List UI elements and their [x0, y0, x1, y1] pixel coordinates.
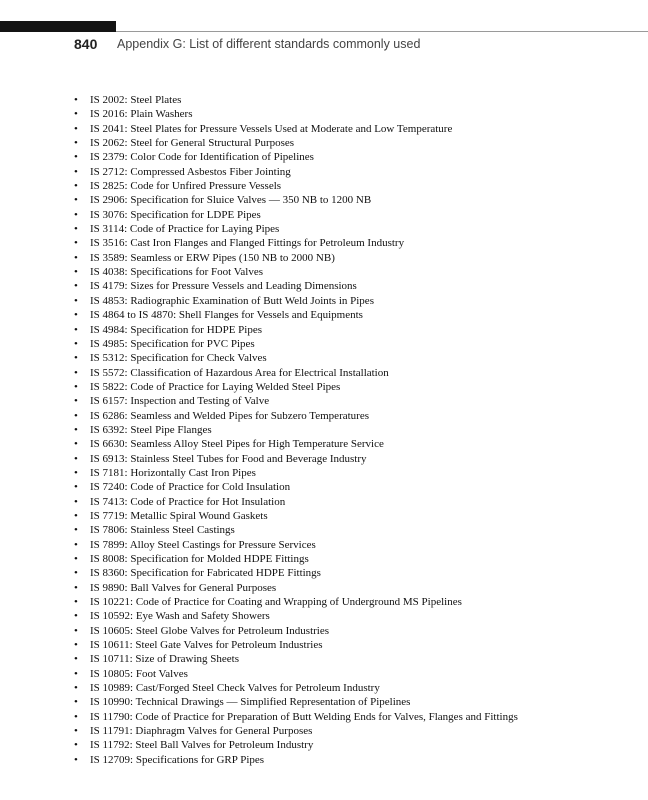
bullet-icon: • — [74, 696, 78, 709]
bullet-icon: • — [74, 753, 78, 766]
list-item — [74, 308, 518, 322]
list-item — [74, 652, 518, 666]
list-item — [74, 366, 518, 380]
list-item-text: IS 3589: Seamless or ERW Pipes (150 NB to 2000 NB) — [90, 251, 335, 264]
list-item — [74, 409, 518, 423]
list-item — [74, 279, 518, 293]
bullet-icon: • — [74, 94, 78, 106]
list-item — [74, 724, 518, 738]
list-item — [74, 150, 518, 164]
list-item — [74, 323, 518, 337]
bullet-icon: • — [74, 653, 78, 666]
list-item — [74, 738, 518, 752]
list-item — [74, 609, 518, 623]
bullet-icon: • — [74, 682, 78, 695]
header-black-bar — [0, 21, 116, 32]
list-item-text: IS 7240: Code of Practice for Cold Insulation — [90, 481, 291, 494]
bullet-icon: • — [74, 251, 78, 264]
list-item-text: IS 2712: Compressed Asbestos Fiber Jointing — [90, 165, 291, 178]
bullet-icon: • — [74, 280, 78, 293]
bullet-icon: • — [74, 423, 78, 436]
list-item-text: IS 5822: Code of Practice for Laying Welded Steel Pipes — [90, 380, 341, 393]
list-item-text: IS 6913: Stainless Steel Tubes for Food and Beverage Industry — [90, 452, 367, 465]
list-item — [74, 423, 518, 437]
list-item-text: IS 10605: Steel Globe Valves for Petroleum Industries — [90, 624, 330, 637]
list-item-text: IS 10711: Size of Drawing Sheets — [90, 653, 239, 666]
bullet-icon: • — [74, 524, 78, 537]
list-item — [74, 681, 518, 695]
bullet-icon: • — [74, 237, 78, 250]
list-item — [74, 107, 518, 121]
list-item — [74, 380, 518, 394]
list-item-text: IS 4179: Sizes for Pressure Vessels and Leading Dimensions — [90, 280, 357, 293]
bullet-icon: • — [74, 208, 78, 221]
list-item-text: IS 5572: Classification of Hazardous Area for Electrical Installation — [90, 366, 389, 379]
list-item-text: IS 2062: Steel for General Structural Purposes — [90, 137, 295, 150]
list-item — [74, 667, 518, 681]
running-title: Appendix G: List of different standards commonly used — [117, 37, 421, 51]
list-item — [74, 265, 518, 279]
list-item-text: IS 10989: Cast/Forged Steel Check Valves for Petroleum Industry — [90, 682, 380, 695]
list-item — [74, 251, 518, 265]
bullet-icon: • — [74, 567, 78, 580]
bullet-icon: • — [74, 337, 78, 350]
bullet-icon: • — [74, 639, 78, 652]
list-item-text: IS 6630: Seamless Alloy Steel Pipes for High Temperature Service — [90, 438, 384, 451]
bullet-icon: • — [74, 725, 78, 738]
bullet-icon: • — [74, 323, 78, 336]
list-item — [74, 753, 518, 767]
list-item — [74, 337, 518, 351]
bullet-icon: • — [74, 452, 78, 465]
list-item-text: IS 6157: Inspection and Testing of Valve — [90, 395, 270, 408]
list-item-text: IS 11791: Diaphragm Valves for General Purposes — [90, 725, 313, 738]
list-item — [74, 179, 518, 193]
bullet-icon: • — [74, 395, 78, 408]
bullet-icon: • — [74, 509, 78, 522]
list-item — [74, 193, 518, 207]
list-item-text: IS 10611: Steel Gate Valves for Petroleum Industries — [90, 639, 323, 652]
header-rule — [116, 31, 648, 32]
bullet-icon: • — [74, 352, 78, 365]
list-item-text: IS 2825: Code for Unfired Pressure Vessels — [90, 180, 282, 193]
bullet-icon: • — [74, 165, 78, 178]
list-item-text: IS 12709: Specifications for GRP Pipes — [90, 753, 265, 766]
list-item — [74, 538, 518, 552]
list-item — [74, 495, 518, 509]
list-item-text: IS 4985: Specification for PVC Pipes — [90, 337, 255, 350]
list-item-text: IS 2041: Steel Plates for Pressure Vessels Used at Moderate and Low Temperature — [90, 122, 453, 135]
bullet-icon: • — [74, 180, 78, 193]
bullet-icon: • — [74, 553, 78, 565]
bullet-icon: • — [74, 596, 78, 609]
list-item — [74, 624, 518, 638]
list-item-text: IS 7413: Code of Practice for Hot Insulation — [90, 495, 286, 508]
bullet-icon: • — [74, 495, 78, 508]
bullet-icon: • — [74, 151, 78, 164]
list-item-text: IS 2016: Plain Washers — [90, 108, 193, 121]
list-item-text: IS 7899: Alloy Steel Castings for Pressure Services — [90, 538, 316, 551]
bullet-icon: • — [74, 194, 78, 207]
bullet-icon: • — [74, 624, 78, 637]
list-item — [74, 452, 518, 466]
list-item — [74, 638, 518, 652]
bullet-icon: • — [74, 366, 78, 379]
list-item — [74, 165, 518, 179]
list-item-text: IS 7806: Stainless Steel Castings — [90, 524, 235, 537]
standards-list — [74, 93, 518, 767]
bullet-icon: • — [74, 122, 78, 135]
list-item — [74, 581, 518, 595]
list-item — [74, 480, 518, 494]
bullet-icon: • — [74, 610, 78, 623]
list-item — [74, 351, 518, 365]
list-item — [74, 294, 518, 308]
list-item-text: IS 2906: Specification for Sluice Valves — 350 NB to 1200 NB — [90, 194, 372, 207]
list-item — [74, 523, 518, 537]
bullet-icon: • — [74, 581, 78, 594]
list-item — [74, 394, 518, 408]
list-item-text: IS 11790: Code of Practice for Preparation of Butt Welding Ends for Valves, Flanges and Fittings — [90, 710, 518, 723]
bullet-icon: • — [74, 538, 78, 551]
list-item — [74, 208, 518, 222]
list-item-text: IS 10805: Foot Valves — [90, 667, 188, 680]
list-item-text: IS 2002: Steel Plates — [90, 94, 182, 106]
list-item-text: IS 4038: Specifications for Foot Valves — [90, 266, 264, 279]
list-item — [74, 566, 518, 580]
list-item — [74, 136, 518, 150]
list-item-text: IS 10221: Code of Practice for Coating and Wrapping of Underground MS Pipelines — [90, 596, 462, 609]
list-item-text: IS 5312: Specification for Check Valves — [90, 352, 267, 365]
page-number: 840 — [74, 36, 98, 52]
list-item — [74, 222, 518, 236]
list-item-text: IS 9890: Ball Valves for General Purposes — [90, 581, 277, 594]
list-item-text: IS 4984: Specification for HDPE Pipes — [90, 323, 263, 336]
list-item-text: IS 7719: Metallic Spiral Wound Gaskets — [90, 509, 268, 522]
list-item-text: IS 6392: Steel Pipe Flanges — [90, 423, 212, 436]
bullet-icon: • — [74, 710, 78, 723]
list-item-text: IS 3114: Code of Practice for Laying Pipes — [90, 223, 280, 236]
list-item-text: IS 10592: Eye Wash and Safety Showers — [90, 610, 270, 623]
bullet-icon: • — [74, 137, 78, 150]
bullet-icon: • — [74, 294, 78, 307]
list-item — [74, 552, 518, 566]
bullet-icon: • — [74, 739, 78, 752]
list-item-text: IS 4853: Radiographic Examination of Butt Weld Joints in Pipes — [90, 294, 374, 307]
list-item — [74, 509, 518, 523]
list-item-text: IS 11792: Steel Ball Valves for Petroleum Industry — [90, 739, 314, 752]
list-item-text: IS 8360: Specification for Fabricated HDPE Fittings — [90, 567, 321, 580]
list-item — [74, 236, 518, 250]
list-item — [74, 437, 518, 451]
list-item — [74, 93, 518, 107]
list-item-text: IS 10990: Technical Drawings — Simplified Representation of Pipelines — [90, 696, 411, 709]
list-item — [74, 466, 518, 480]
bullet-icon: • — [74, 438, 78, 451]
list-item — [74, 710, 518, 724]
bullet-icon: • — [74, 380, 78, 393]
list-item — [74, 695, 518, 709]
list-item-text: IS 7181: Horizontally Cast Iron Pipes — [90, 466, 256, 479]
bullet-icon: • — [74, 667, 78, 680]
bullet-icon: • — [74, 409, 78, 422]
list-item-text: IS 8008: Specification for Molded HDPE Fittings — [90, 553, 309, 565]
list-item-text: IS 3516: Cast Iron Flanges and Flanged Fittings for Petroleum Industry — [90, 237, 405, 250]
bullet-icon: • — [74, 309, 78, 322]
bullet-icon: • — [74, 108, 78, 121]
list-item-text: IS 4864 to IS 4870: Shell Flanges for Vessels and Equipments — [90, 309, 363, 322]
list-item — [74, 122, 518, 136]
bullet-icon: • — [74, 266, 78, 279]
list-item-text: IS 6286: Seamless and Welded Pipes for Subzero Temperatures — [90, 409, 369, 422]
bullet-icon: • — [74, 481, 78, 494]
bullet-icon: • — [74, 466, 78, 479]
list-item — [74, 595, 518, 609]
bullet-icon: • — [74, 223, 78, 236]
list-item-text: IS 2379: Color Code for Identification of Pipelines — [90, 151, 314, 164]
list-item-text: IS 3076: Specification for LDPE Pipes — [90, 208, 261, 221]
